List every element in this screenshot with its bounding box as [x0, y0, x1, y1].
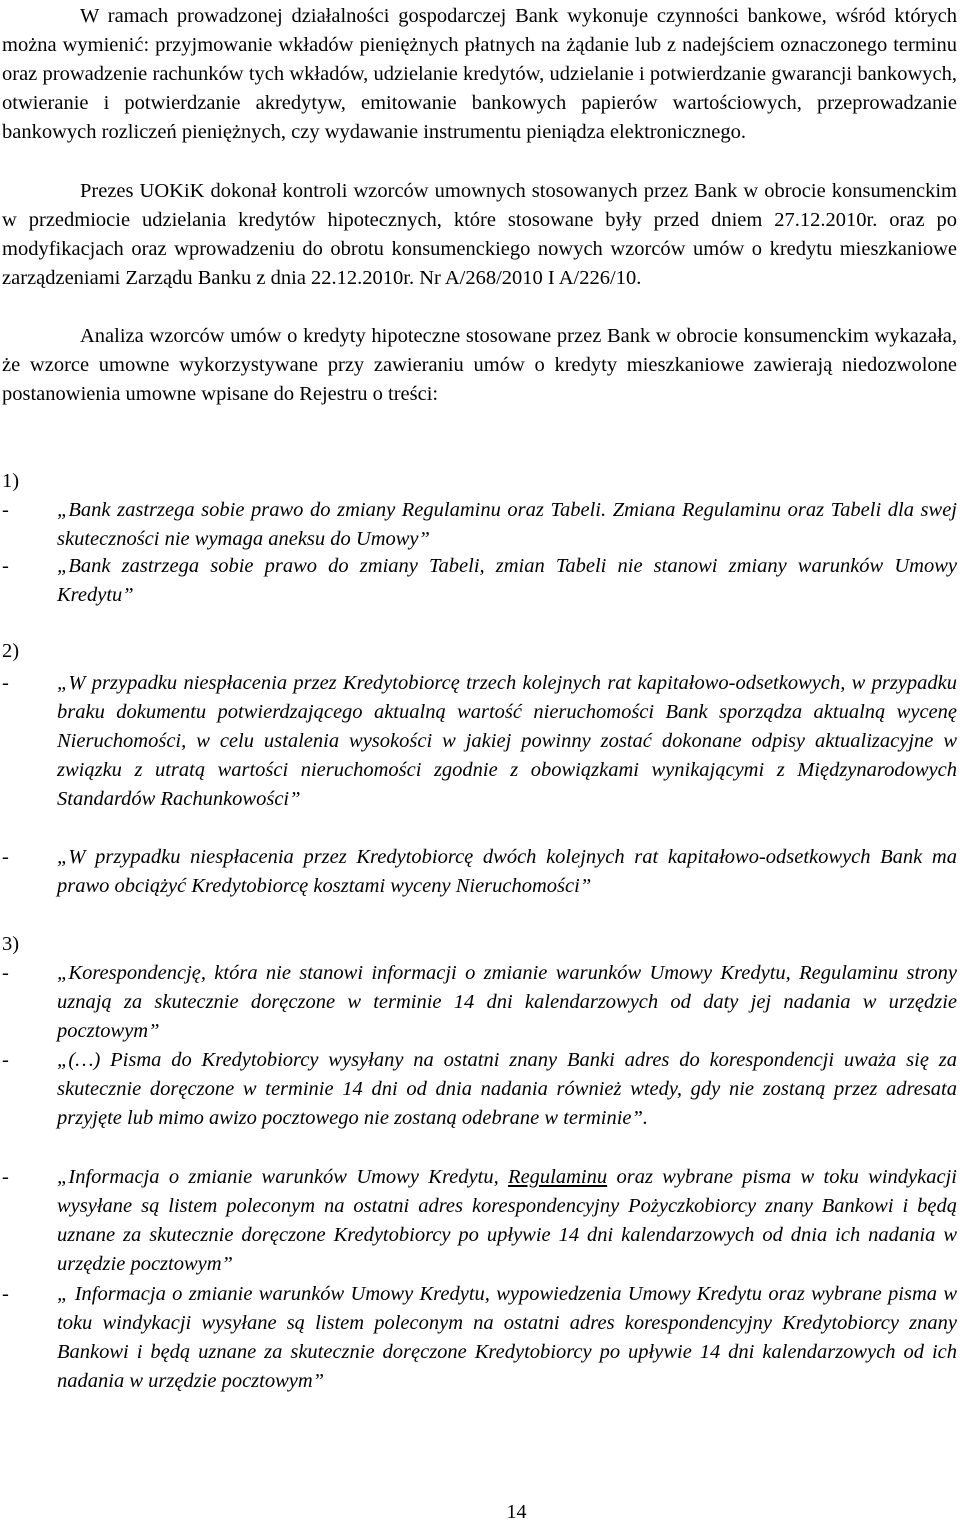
clause-item [2, 959, 957, 1046]
clause-text: „W przypadku niespłacenia przez Kredytobiorcę dwóch kolejnych rat kapitałowo-odsetkowych Bank ma prawo obciążyć Kredytobiorcę kosztami wyceny Nieruchomości” [57, 846, 957, 898]
section-number: 3) [2, 933, 20, 955]
clause-text: „Bank zastrzega sobie prawo do zmiany Tabeli, zmian Tabeli nie stanowi zmiany warunków Umowy Kredytu” [57, 555, 957, 607]
list-dash: - [2, 1049, 9, 1071]
clause-item [2, 1163, 957, 1279]
clause-text: „(…) Pisma do Kredytobiorcy wysyłany na ostatni znany Banki adres do korespondencji uważa się za skutecznie doręczone w terminie 14 dni od dnia nadania również wtedy, gdy nie zostaną przez adresata przyjęte lub mimo awizo pocztowego nie zostaną odebrane w terminie”. [57, 1049, 957, 1130]
list-dash: - [2, 846, 9, 868]
list-dash: - [2, 672, 9, 694]
clause-item [2, 843, 957, 901]
analysis-paragraph: Analiza wzorców umów o kredyty hipoteczne stosowane przez Bank w obrocie konsumenckim wykazała, że wzorce umowne wykorzystywane przy zawieraniu umów o kredyty mieszkaniowe zawierają niedozwolone postanowienia umowne wpisane do Rejestru o treści: [2, 325, 957, 406]
clause-text [57, 1163, 957, 1279]
clause-item [2, 496, 957, 554]
section-number: 2) [2, 640, 20, 662]
clause-text-end: oraz wybrane pisma w toku windykacji wysyłane są listem poleconym na ostatni adres korespondencyjny Pożyczkobiorcy znany Bankowi i będą uznane za skutecznie doręczone Kredytobiorcy po upływie 14 dni kalendarzowych od dnia ich nadania w urzędzie pocztowym” [57, 1166, 957, 1276]
clause-item [2, 1280, 957, 1396]
list-dash: - [2, 499, 9, 521]
clause-text: „Korespondencję, która nie stanowi informacji o zmianie warunków Umowy Kredytu, Regulaminu strony uznają za skutecznie doręczone w terminie 14 dni kalendarzowych od daty jej nadania w urzędzie pocztowym” [57, 962, 957, 1043]
list-dash: - [2, 555, 9, 577]
clause-text: „W przypadku niespłacenia przez Kredytobiorcę trzech kolejnych rat kapitałowo-odsetkowych, w przypadku braku dokumentu potwierdzającego aktualną wartość nieruchomości Bank sporządza aktualną wycenę Nieruchomości, w celu ustalenia wysokości w jakiej powinny zostać dokonane odpisy aktualizacyjne w związku z utratą wartości nieruchomości zgodnie z obowiązkami wynikającymi z Międzynarodowych Standardów Rachunkowości” [57, 672, 957, 811]
list-dash: - [2, 1166, 9, 1188]
section-number: 1) [2, 470, 20, 492]
intro-paragraph: W ramach prowadzonej działalności gospodarczej Bank wykonuje czynności bankowe, wśród których można wymienić: przyjmowanie wkładów pieniężnych płatnych na żądanie lub z nadejściem oznaczonego terminu oraz prowadzenie rachunków tych wkładów, udzielanie kredytów, udzielanie i potwierdzanie gwarancji bankowych, otwieranie i potwierdzanie akredytyw, emitowanie bankowych papierów wartościowych, przeprowadzanie bankowych rozliczeń pieniężnych, czy wydawanie instrumentu pieniądza elektronicznego. [2, 5, 957, 144]
clause-item [2, 1046, 957, 1133]
list-dash: - [2, 962, 9, 984]
page-number: 14 [506, 1501, 527, 1523]
clause-item [2, 552, 957, 610]
regulamin-underlined: Regulaminu [508, 1166, 608, 1188]
clause-item [2, 669, 957, 814]
clause-text-start: „Informacja o zmianie warunków Umowy Kredytu, [57, 1166, 509, 1188]
clause-text: „ Informacja o zmianie warunków Umowy Kredytu, wypowiedzenia Umowy Kredytu oraz wybrane pisma w toku windykacji wysyłane są listem poleconym na ostatni adres korespondencyjny Kredytobiorcy znany Bankowi i będą uznane za skutecznie doręczone Kredytobiorcy po upływie 14 dni kalendarzowych od ich nadania w urzędzie pocztowym” [57, 1283, 957, 1393]
inspection-paragraph: Prezes UOKiK dokonał kontroli wzorców umownych stosowanych przez Bank w obrocie konsumenckim w przedmiocie udzielania kredytów hipotecznych, które stosowane były przed dniem 27.12.2010r. oraz po modyfikacjach oraz wprowadzeniu do obrotu konsumenckiego nowych wzorców umów o kredytu mieszkaniowe zarządzeniami Zarządu Banku z dnia 22.12.2010r. Nr A/268/2010 I A/226/10. [2, 180, 957, 290]
list-dash: - [2, 1283, 9, 1305]
clause-text: „Bank zastrzega sobie prawo do zmiany Regulaminu oraz Tabeli. Zmiana Regulaminu oraz Tabeli dla swej skuteczności nie wymaga aneksu do Umowy” [57, 499, 957, 551]
